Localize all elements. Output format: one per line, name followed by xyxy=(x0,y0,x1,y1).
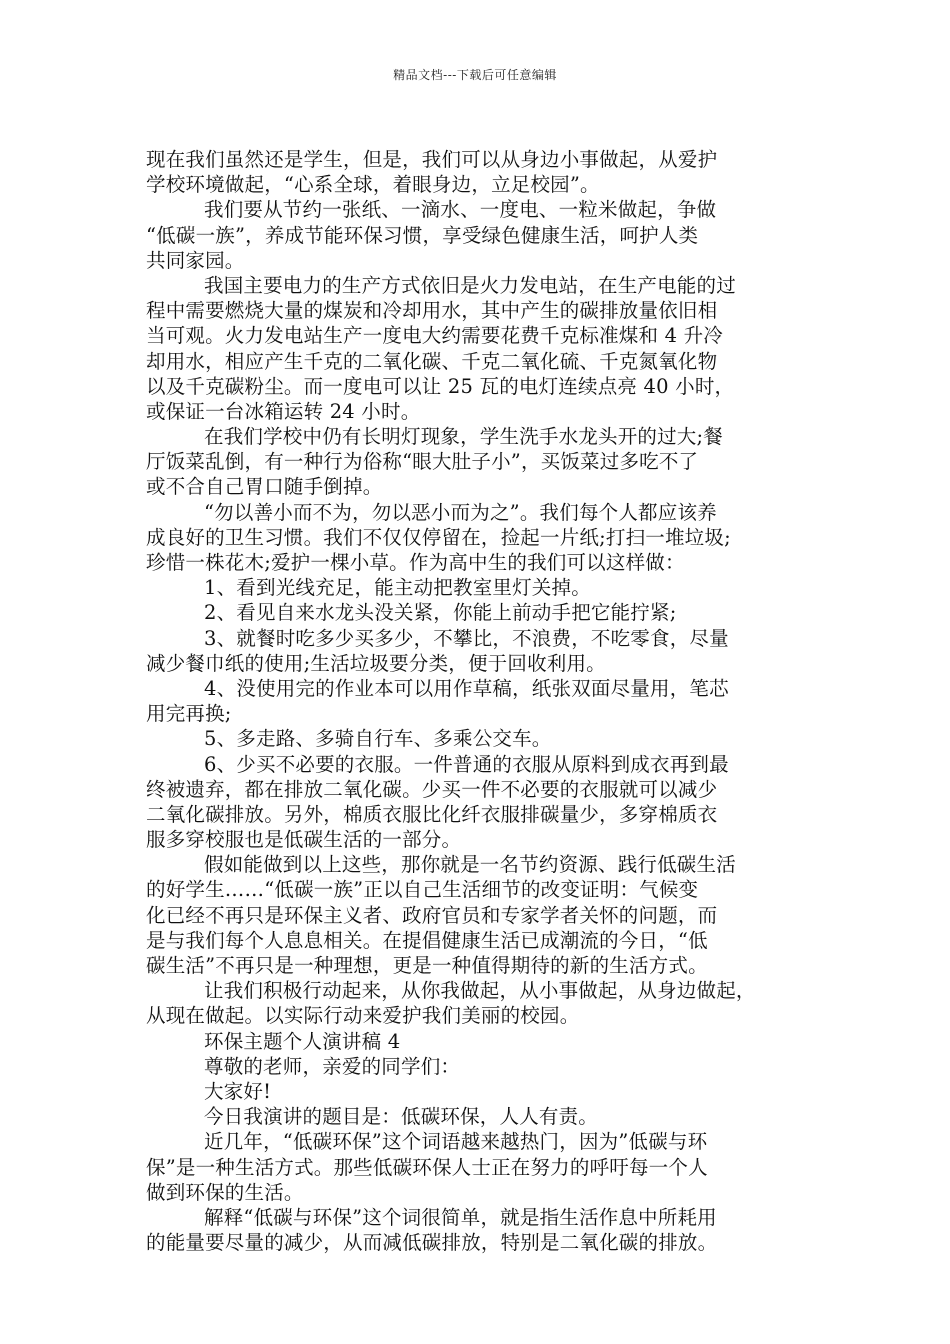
text-line: 服多穿校服也是低碳生活的一部分。 xyxy=(146,828,462,852)
text-line: 的好学生……“低碳一族”正以自己生活细节的改变证明：气候变 xyxy=(146,878,699,902)
text-line: 碳生活”不再只是一种理想，更是一种值得期待的新的生活方式。 xyxy=(146,954,708,977)
text-line: 二氧化碳排放。另外，棉质衣服比化纤衣服排碳量少，多穿棉质衣 xyxy=(146,802,718,826)
text-line: 或保证一台冰箱运转 24 小时。 xyxy=(146,399,421,423)
text-line: 2、看见自来水龙头没关紧，你能上前动手把它能拧紧; xyxy=(204,601,677,625)
text-line: 大家好! xyxy=(204,1079,272,1103)
text-line: 或不合自己胃口随手倒掉。 xyxy=(146,475,383,499)
text-line: 现在我们虽然还是学生，但是，我们可以从身边小事做起，从爱护 xyxy=(146,148,718,171)
text-line: 成良好的卫生习惯。我们不仅仅停留在，捡起一片纸;打扫一堆垃圾; xyxy=(146,525,731,549)
text-line: 6、少买不必要的衣服。一件普通的衣服从原料到成衣再到最 xyxy=(204,752,729,776)
text-line: 当可观。火力发电站生产一度电大约需要花费千克标准煤和 4 升冷 xyxy=(146,324,724,348)
text-line: 尊敬的老师，亲爱的同学们： xyxy=(204,1054,461,1078)
text-line: 解释“低碳与环保”这个词很简单，就是指生活作息中所耗用 xyxy=(204,1205,717,1229)
text-line: 却用水，相应产生千克的二氧化碳、千克二氧化硫、千克氮氧化物 xyxy=(146,349,718,373)
text-line: 我们要从节约一张纸、一滴水、一度电、一粒米做起，争做 xyxy=(204,198,717,222)
text-line: 5、多走路、多骑自行车、多乘公交车。 xyxy=(204,727,552,751)
text-line: 终被遗弃，都在排放二氧化碳。少买一件不必要的衣服就可以减少 xyxy=(146,777,718,801)
text-line: 以及千克碳粉尘。而一度电可以让 25 瓦的电灯连续点亮 40 小时， xyxy=(146,374,735,398)
text-line: 从现在做起。以实际行动来爱护我们美丽的校园。 xyxy=(146,1004,580,1028)
text-line: “勿以善小而不为，勿以恶小而为之”。我们每个人都应该养 xyxy=(204,500,717,524)
text-line: “低碳一族”，养成节能环保习惯，享受绿色健康生活，呵护人类 xyxy=(146,223,699,247)
text-line: 环保主题个人演讲稿 4 xyxy=(204,1029,401,1053)
text-line: 我国主要电力的生产方式依旧是火力发电站，在生产电能的过 xyxy=(204,273,736,297)
text-line: 近几年，“低碳环保”这个词语越来越热门，因为”低碳与环 xyxy=(204,1130,708,1154)
text-line: 珍惜一株花木;爱护一棵小草。作为高中生的我们可以这样做： xyxy=(146,551,685,574)
text-line: 用完再换; xyxy=(146,702,232,726)
text-line: 是与我们每个人息息相关。在提倡健康生活已成潮流的今日，“低 xyxy=(146,928,708,952)
text-line: 减少餐巾纸的使用;生活垃圾要分类，便于回收利用。 xyxy=(146,651,606,675)
text-line: 做到环保的生活。 xyxy=(146,1180,304,1204)
document-body xyxy=(146,147,811,1255)
text-line: 3、就餐时吃多少买多少，不攀比，不浪费，不吃零食，尽量 xyxy=(204,626,729,650)
text-line: 假如能做到以上这些，那你就是一名节约资源、践行低碳生活 xyxy=(204,853,736,877)
text-line: 1、看到光线充足，能主动把教室里灯关掉。 xyxy=(204,576,591,600)
text-line: 化已经不再只是环保主义者、政府官员和专家学者关怀的问题，而 xyxy=(146,903,718,927)
text-line: 今日我演讲的题目是：低碳环保，人人有责。 xyxy=(204,1105,599,1129)
text-line: 厅饭菜乱倒，有一种行为俗称“眼大肚子小”，买饭菜过多吃不了 xyxy=(146,450,699,474)
text-line: 让我们积极行动起来，从你我做起，从小事做起，从身边做起， xyxy=(204,979,756,1003)
text-line: 程中需要燃烧大量的煤炭和冷却用水，其中产生的碳排放量依旧相 xyxy=(146,299,718,323)
text-line: 保”是一种生活方式。那些低碳环保人士正在努力的呼吁每一个人 xyxy=(146,1155,708,1179)
text-line: 4、没使用完的作业本可以用作草稿，纸张双面尽量用，笔芯 xyxy=(204,676,729,700)
text-line: 在我们学校中仍有长明灯现象，学生洗手水龙头开的过大;餐 xyxy=(204,425,723,449)
text-line: 共同家园。 xyxy=(146,248,245,272)
text-line: 的能量要尽量的减少，从而减低碳排放，特别是二氧化碳的排放。 xyxy=(146,1231,718,1255)
text-line: 学校环境做起，“心系全球，着眼身边，立足校园”。 xyxy=(146,173,600,197)
page-header: 精品文档---下载后可任意编辑 xyxy=(393,68,557,82)
